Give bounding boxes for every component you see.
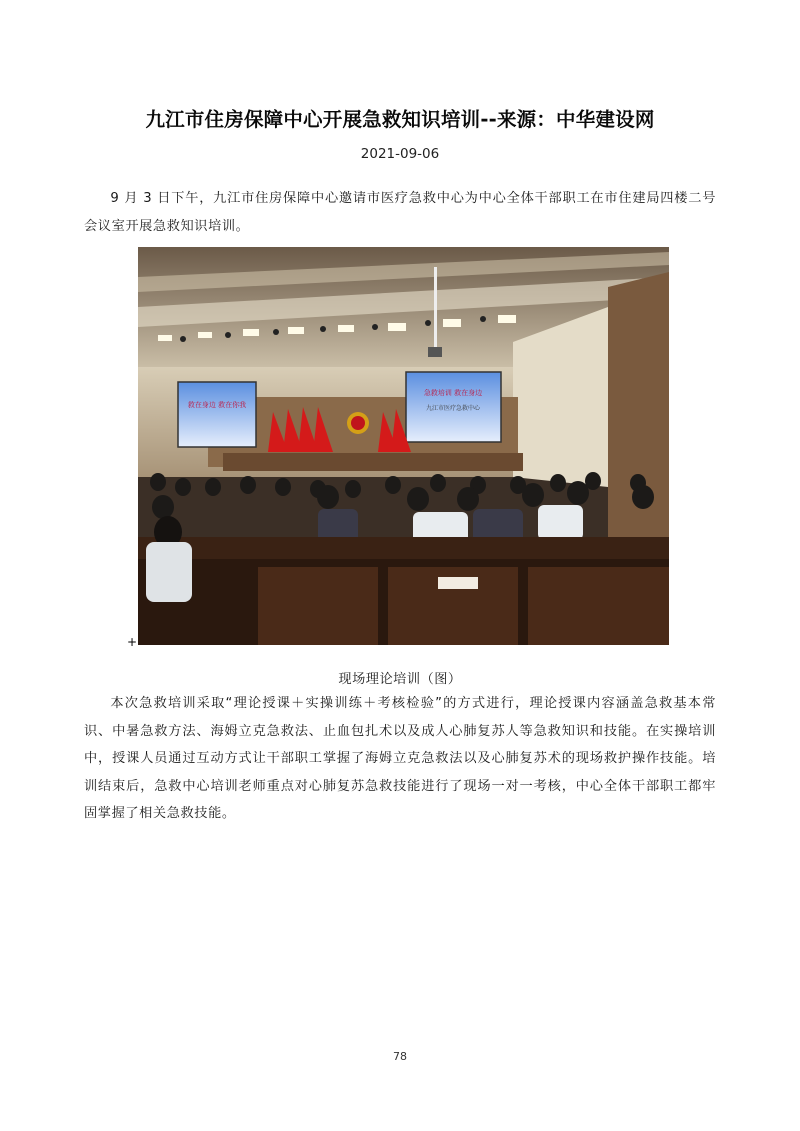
article-date: 2021-09-06 [360,146,440,162]
page-number: 78 [393,1050,407,1063]
image-caption: 现场理论培训（图） [338,672,462,687]
svg-text:救在身边 救在你我: 救在身边 救在你我 [187,401,247,409]
training-photo [138,247,669,645]
image-anchor-marker: + [127,635,138,649]
body-paragraph: 本次急救培训采取“理论授课＋实操训练＋考核检验”的方式进行，理论授课内容涵盖急救基本常识、中暑急救方法、海姆立克急救法、止血包扎术以及成人心肺复苏人等急救知识和技能。在实操培训中，授课人员通过互动方式让干部职工掌握了海姆立克急救法以及心肺复苏术的现场救护操作技能。培训结束后，急救中心培训老师重点对心肺复苏急救技能进行了现场一对一考核，中心全体干部职工都牢固掌握了相关急救技能。 [84,696,716,821]
svg-text:急救培训 救在身边: 急救培训 救在身边 [423,389,483,397]
article-title: 九江市住房保障中心开展急救知识培训--来源：中华建设网 [145,108,655,131]
intro-paragraph: 9 月 3 日下午，九江市住房保障中心邀请市医疗急救中心为中心全体干部职工在市住建局四楼二号会议室开展急救知识培训。 [84,191,716,234]
svg-text:九江市医疗急救中心: 九江市医疗急救中心 [425,405,481,412]
